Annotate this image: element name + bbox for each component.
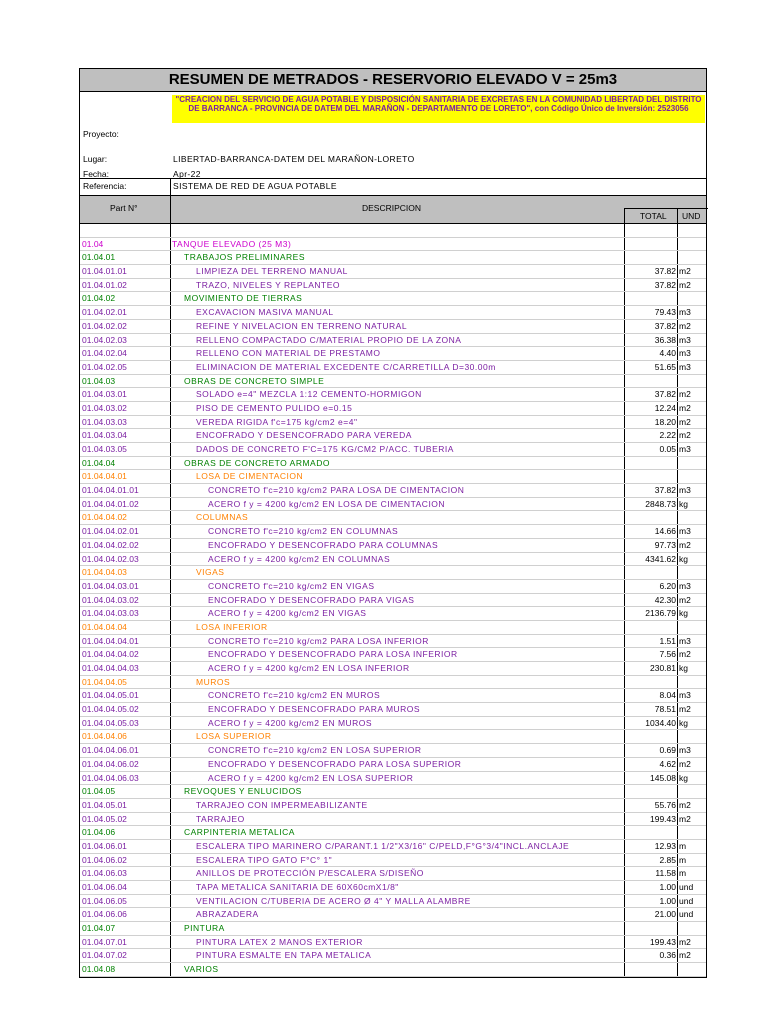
row-code: 01.04.07 [82, 923, 116, 934]
table-row [80, 306, 706, 320]
row-unit: m [679, 868, 687, 879]
row-total: 199.43 [650, 936, 676, 947]
row-description: PINTURA LATEX 2 MANOS EXTERIOR [196, 936, 363, 947]
row-total: 230.81 [650, 663, 676, 673]
row-code: 01.04.06.04 [82, 882, 127, 892]
row-total: 0.36 [659, 950, 676, 961]
table-row [80, 292, 706, 306]
row-total [626, 826, 676, 839]
row-description: ACERO f y = 4200 kg/cm2 EN MUROS [208, 717, 373, 728]
row-code: 01.04.01 [82, 252, 116, 263]
table-row [80, 689, 706, 703]
row-unit [679, 676, 705, 689]
row-description: CONCRETO f'c=210 kg/cm2 EN LOSA SUPERIOR [208, 745, 422, 756]
table-row [80, 772, 706, 786]
row-unit [679, 375, 705, 388]
row-unit: m3 [679, 361, 691, 372]
row-total: 55.76 [654, 799, 676, 810]
table-row [80, 730, 706, 744]
row-description: PINTURA ESMALTE EN TAPA METALICA [196, 950, 372, 961]
header-total: TOTAL [640, 211, 667, 221]
row-code: 01.04.04.05.01 [82, 690, 139, 701]
row-description: ACERO f y = 4200 kg/cm2 EN LOSA DE CIMENTACION [208, 498, 446, 509]
row-unit: und [679, 895, 694, 906]
row-unit: m3 [679, 745, 691, 756]
row-unit: m3 [679, 580, 691, 591]
table-row [80, 375, 706, 389]
table-row [80, 553, 706, 567]
row-description: REVOQUES Y ENLUCIDOS [184, 786, 302, 797]
row-total: 2.22 [659, 430, 676, 441]
table-row [80, 470, 706, 484]
row-total: 78.51 [654, 704, 676, 715]
row-code: 01.04.04.06 [82, 731, 127, 742]
row-code: 01.04.02 [82, 293, 116, 304]
table-row [80, 908, 706, 922]
row-unit [679, 730, 705, 743]
row-code: 01.04.04.04 [82, 621, 127, 632]
row-code: 01.04.01.02 [82, 279, 127, 290]
row-total: 2848.73 [645, 498, 676, 509]
row-total [626, 922, 676, 935]
row-unit: und [679, 882, 694, 892]
row-total: 145.08 [650, 772, 676, 783]
row-total [626, 251, 676, 264]
row-unit [679, 238, 705, 251]
row-description: CARPINTERIA METALICA [184, 827, 295, 838]
header-part: Part N° [110, 203, 138, 213]
row-unit: und [679, 909, 694, 920]
row-total: 4.62 [659, 758, 676, 769]
row-description: ANILLOS DE PROTECCIÓN P/ESCALERA S/DISEÑO [196, 868, 424, 879]
lugar-value: LIBERTAD-BARRANCA-DATEM DEL MARAÑON-LORETO [173, 154, 415, 164]
row-code: 01.04.04.05.03 [82, 717, 139, 728]
row-description: LOSA DE CIMENTACION [196, 471, 304, 482]
metrados-table [80, 224, 706, 977]
row-unit [679, 470, 705, 483]
row-code: 01.04.05.02 [82, 813, 127, 824]
table-row [80, 525, 706, 539]
row-description: ENCOFRADO Y DESENCOFRADO PARA VEREDA [196, 430, 412, 441]
row-unit: m2 [679, 266, 691, 277]
row-code: 01.04.07.01 [82, 936, 127, 947]
row-total: 37.82 [654, 320, 676, 331]
row-unit [679, 566, 705, 579]
row-total: 18.20 [654, 416, 676, 427]
table-row [80, 265, 706, 279]
row-total: 199.43 [650, 813, 676, 824]
table-row [80, 963, 706, 977]
row-code: 01.04.04.02.02 [82, 539, 139, 550]
table-row [80, 443, 706, 457]
row-description: PISO DE CEMENTO PULIDO e=0.15 [196, 402, 353, 413]
row-description: CONCRETO f'c=210 kg/cm2 PARA LOSA DE CIMENTACION [208, 485, 465, 496]
row-description: ESCALERA TIPO MARINERO C/PARANT.1 1/2"X3/16" C/PELD,F°G°3/4"INCL.ANCLAJE [196, 840, 570, 851]
row-code: 01.04.02.01 [82, 307, 127, 318]
proyecto-label: Proyecto: [83, 129, 119, 139]
row-description: VENTILACION C/TUBERIA DE ACERO Ø 4" Y MALLA ALAMBRE [196, 895, 471, 906]
table-row [80, 703, 706, 717]
row-total [626, 785, 676, 798]
row-description: DADOS DE CONCRETO F'C=175 KG/CM2 P/ACC. TUBERIA [196, 444, 454, 454]
row-code: 01.04.04.03 [82, 567, 127, 578]
row-code: 01.04.07.02 [82, 950, 127, 961]
row-description: EXCAVACION MASIVA MANUAL [196, 307, 334, 318]
table-row [80, 881, 706, 895]
row-total: 6.20 [659, 580, 676, 591]
row-unit: m2 [679, 539, 691, 550]
row-unit: m2 [679, 799, 691, 810]
row-total: 37.82 [654, 485, 676, 496]
row-code: 01.04.04.04.02 [82, 649, 139, 660]
row-description: TARRAJEO [196, 813, 245, 824]
row-total: 0.05 [659, 444, 676, 454]
table-row [80, 224, 706, 238]
row-total: 7.56 [659, 649, 676, 660]
row-total [626, 566, 676, 579]
row-description: PINTURA [184, 923, 225, 934]
table-row [80, 334, 706, 348]
metrados-sheet [79, 68, 707, 978]
row-code: 01.04.04.03.02 [82, 594, 139, 605]
row-total: 79.43 [654, 307, 676, 318]
row-code: 01.04.02.02 [82, 320, 127, 331]
row-description: REFINE Y NIVELACION EN TERRENO NATURAL [196, 320, 408, 331]
row-description: TRAZO, NIVELES Y REPLANTEO [196, 279, 341, 290]
row-code: 01.04.04.01.02 [82, 498, 139, 509]
row-code: 01.04.06.01 [82, 840, 127, 851]
row-code: 01.04.06.03 [82, 868, 127, 879]
row-unit: m2 [679, 950, 691, 961]
row-unit [679, 785, 705, 798]
row-unit: m [679, 840, 687, 851]
row-description: MUROS [196, 676, 231, 687]
row-unit [679, 292, 705, 305]
row-unit: m3 [679, 526, 691, 537]
table-row [80, 676, 706, 690]
table-row [80, 238, 706, 252]
row-description: CONCRETO f'c=210 kg/cm2 EN MUROS [208, 690, 381, 701]
table-row [80, 826, 706, 840]
row-code: 01.04.05.01 [82, 799, 127, 810]
row-total [626, 963, 676, 976]
row-code: 01.04.04.01 [82, 471, 127, 482]
row-description: COLUMNAS [196, 512, 249, 523]
row-code: 01.04.04.03.01 [82, 580, 139, 591]
row-description: OBRAS DE CONCRETO SIMPLE [184, 375, 325, 386]
row-description: CONCRETO f'c=210 kg/cm2 EN VIGAS [208, 580, 375, 591]
row-unit: kg [679, 553, 688, 564]
row-description: LOSA INFERIOR [196, 621, 268, 632]
project-info [80, 92, 706, 179]
row-unit: m2 [679, 389, 691, 400]
table-row [80, 347, 706, 361]
row-description: TANQUE ELEVADO (25 M3) [172, 238, 292, 249]
table-row [80, 251, 706, 265]
row-unit: m3 [679, 334, 691, 345]
row-code: 01.04.06.06 [82, 909, 127, 920]
row-description: ENCOFRADO Y DESENCOFRADO PARA VIGAS [208, 594, 415, 605]
row-description: SOLADO e=4" MEZCLA 1:12 CEMENTO-HORMIGON [196, 389, 422, 400]
row-code: 01.04.06.02 [82, 854, 127, 865]
row-description: LOSA SUPERIOR [196, 731, 272, 742]
row-description: ACERO f y = 4200 kg/cm2 EN VIGAS [208, 608, 367, 619]
row-unit: m3 [679, 444, 691, 454]
row-unit: m3 [679, 635, 691, 646]
table-row [80, 895, 706, 909]
sheet-title: RESUMEN DE METRADOS - RESERVORIO ELEVADO V = 25m3 [80, 69, 706, 92]
row-unit [679, 511, 705, 524]
row-total [626, 730, 676, 743]
row-description [172, 224, 624, 237]
row-total [626, 292, 676, 305]
referencia-value: SISTEMA DE RED DE AGUA POTABLE [173, 181, 337, 191]
row-total: 37.82 [654, 389, 676, 400]
row-total: 1.00 [659, 895, 676, 906]
row-description: ENCOFRADO Y DESENCOFRADO PARA LOSA INFERIOR [208, 649, 458, 660]
table-row [80, 580, 706, 594]
table-row [80, 717, 706, 731]
row-unit [679, 457, 705, 470]
row-unit: m2 [679, 649, 691, 660]
row-description: VIGAS [196, 567, 225, 578]
row-description: LIMPIEZA DEL TERRENO MANUAL [196, 266, 348, 277]
table-row [80, 758, 706, 772]
table-row [80, 799, 706, 813]
table-row [80, 320, 706, 334]
row-code: 01.04.03.04 [82, 430, 127, 441]
row-code: 01.04.03.01 [82, 389, 127, 400]
row-description: TARRAJEO CON IMPERMEABILIZANTE [196, 799, 368, 810]
row-total [626, 238, 676, 251]
row-total [626, 621, 676, 634]
row-code: 01.04.04 [82, 457, 116, 468]
row-code: 01.04.04.06.01 [82, 745, 139, 756]
row-description: MOVIMIENTO DE TIERRAS [184, 293, 303, 304]
row-description: RELLENO CON MATERIAL DE PRESTAMO [196, 348, 381, 359]
row-total: 51.65 [654, 361, 676, 372]
row-code: 01.04.03.05 [82, 444, 127, 454]
table-row [80, 566, 706, 580]
table-row [80, 416, 706, 430]
row-total [626, 457, 676, 470]
row-code: 01.04.05 [82, 786, 116, 797]
row-description: TAPA METALICA SANITARIA DE 60X60cmX1/8" [196, 882, 399, 892]
referencia-row [80, 179, 706, 196]
row-unit: m3 [679, 485, 691, 496]
row-description: TRABAJOS PRELIMINARES [184, 252, 306, 263]
row-unit [679, 826, 705, 839]
row-unit: m2 [679, 936, 691, 947]
table-row [80, 388, 706, 402]
row-unit [679, 251, 705, 264]
row-total [626, 470, 676, 483]
row-description: CONCRETO f'c=210 kg/cm2 PARA LOSA INFERIOR [208, 635, 429, 646]
lugar-label: Lugar: [83, 154, 108, 164]
row-description: CONCRETO f'c=210 kg/cm2 EN COLUMNAS [208, 526, 399, 537]
table-header [80, 196, 706, 224]
table-row [80, 539, 706, 553]
fecha-label: Fecha: [83, 169, 109, 179]
row-code: 01.04.02.04 [82, 348, 127, 359]
table-row [80, 662, 706, 676]
row-code: 01.04.03 [82, 375, 116, 386]
header-descripcion: DESCRIPCION [362, 203, 422, 213]
row-total: 21.00 [654, 909, 676, 920]
row-code: 01.04.06 [82, 827, 116, 838]
table-row [80, 621, 706, 635]
row-description: ACERO f y = 4200 kg/cm2 EN COLUMNAS [208, 553, 391, 564]
table-row [80, 635, 706, 649]
table-row [80, 867, 706, 881]
row-total: 12.93 [654, 840, 676, 851]
row-total: 2136.79 [645, 608, 676, 619]
row-unit: m [679, 854, 687, 865]
row-description: ESCALERA TIPO GATO F°C° 1" [196, 854, 333, 865]
row-description: ENCOFRADO Y DESENCOFRADO PARA LOSA SUPERIOR [208, 758, 462, 769]
row-total: 2.85 [659, 854, 676, 865]
table-row [80, 922, 706, 936]
fecha-value: Apr-22 [173, 169, 201, 179]
referencia-label: Referencia: [83, 181, 127, 191]
table-row [80, 498, 706, 512]
row-code: 01.04.06.05 [82, 895, 127, 906]
table-row [80, 744, 706, 758]
row-total: 1.00 [659, 882, 676, 892]
row-total: 37.82 [654, 279, 676, 290]
table-row [80, 813, 706, 827]
row-unit: kg [679, 717, 688, 728]
row-code: 01.04.04.04.01 [82, 635, 139, 646]
row-unit: m2 [679, 279, 691, 290]
row-code: 01.04.04.03.03 [82, 608, 139, 619]
row-code: 01.04.08 [82, 964, 116, 975]
row-unit: kg [679, 608, 688, 619]
table-row [80, 361, 706, 375]
row-code: 01.04.04.04.03 [82, 663, 139, 673]
row-description: OBRAS DE CONCRETO ARMADO [184, 457, 330, 468]
row-code: 01.04.01.01 [82, 266, 127, 277]
row-total: 37.82 [654, 266, 676, 277]
row-code: 01.04.03.02 [82, 402, 127, 413]
row-unit: m3 [679, 690, 691, 701]
table-row [80, 594, 706, 608]
row-code: 01.04 [82, 238, 104, 249]
row-description: VEREDA RIGIDA f'c=175 kg/cm2 e=4" [196, 416, 358, 427]
row-code: 01.04.02.03 [82, 334, 127, 345]
row-description: ENCOFRADO Y DESENCOFRADO PARA COLUMNAS [208, 539, 439, 550]
row-unit: m2 [679, 704, 691, 715]
row-code: 01.04.04.02 [82, 512, 127, 523]
row-unit: m2 [679, 416, 691, 427]
row-unit: m2 [679, 402, 691, 413]
row-total [626, 676, 676, 689]
row-total: 97.73 [654, 539, 676, 550]
row-description: VARIOS [184, 964, 219, 975]
row-description: ACERO f y = 4200 kg/cm2 EN LOSA SUPERIOR [208, 772, 414, 783]
row-description: RELLENO COMPACTADO C/MATERIAL PROPIO DE LA ZONA [196, 334, 462, 345]
row-unit [679, 621, 705, 634]
row-total: 36.38 [654, 334, 676, 345]
table-row [80, 648, 706, 662]
table-row [80, 936, 706, 950]
row-total: 12.24 [654, 402, 676, 413]
table-row [80, 607, 706, 621]
table-row [80, 785, 706, 799]
row-unit: m2 [679, 320, 691, 331]
row-description: ACERO f y = 4200 kg/cm2 EN LOSA INFERIOR [208, 663, 410, 673]
row-unit: kg [679, 498, 688, 509]
row-code: 01.04.04.06.02 [82, 758, 139, 769]
row-code: 01.04.04.01.01 [82, 485, 139, 496]
row-total [626, 375, 676, 388]
row-code: 01.04.03.03 [82, 416, 127, 427]
row-code: 01.04.04.02.01 [82, 526, 139, 537]
row-unit [679, 922, 705, 935]
table-row [80, 402, 706, 416]
row-description: ELIMINACION DE MATERIAL EXCEDENTE C/CARRETILLA D=30.00m [196, 361, 496, 372]
row-total: 4.40 [659, 348, 676, 359]
row-code: 01.04.04.02.03 [82, 553, 139, 564]
row-total: 42.30 [654, 594, 676, 605]
table-row [80, 279, 706, 293]
row-code: 01.04.04.05 [82, 676, 127, 687]
row-code: 01.04.04.05.02 [82, 704, 139, 715]
row-total: 1.51 [659, 635, 676, 646]
row-total [626, 224, 676, 237]
row-unit: kg [679, 663, 688, 673]
table-row [80, 429, 706, 443]
row-description: ABRAZADERA [196, 909, 259, 920]
row-unit: kg [679, 772, 688, 783]
row-unit: m2 [679, 813, 691, 824]
row-unit: m2 [679, 594, 691, 605]
row-description: ENCOFRADO Y DESENCOFRADO PARA MUROS [208, 704, 421, 715]
table-row [80, 854, 706, 868]
row-code: 01.04.02.05 [82, 361, 127, 372]
table-row [80, 840, 706, 854]
row-total: 11.58 [655, 868, 676, 879]
table-row [80, 484, 706, 498]
row-unit: m2 [679, 430, 691, 441]
proyecto-value: "CREACION DEL SERVICIO DE AGUA POTABLE Y DISPOSICIÓN SANITARIA DE EXCRETAS EN LA COMUNIDAD LIBERTAD DEL DISTRITO DE BARRANCA - PROVINCIA DE DATEM DEL MARAÑON - DEPARTAMENTO DE LORETO", con Código Único de Inversión: 2523056 [172, 95, 705, 123]
row-unit: m2 [679, 758, 691, 769]
row-total: 4341.62 [645, 553, 676, 564]
row-total: 14.66 [654, 526, 676, 537]
row-total [626, 511, 676, 524]
table-row [80, 457, 706, 471]
row-unit [679, 963, 705, 976]
table-row [80, 511, 706, 525]
row-total: 8.04 [659, 690, 676, 701]
row-code: 01.04.04.06.03 [82, 772, 139, 783]
row-code [82, 224, 170, 237]
row-total: 1034.40 [645, 717, 676, 728]
row-unit: m3 [679, 348, 691, 359]
table-row [80, 949, 706, 963]
header-und: UND [682, 211, 701, 221]
row-unit: m3 [679, 307, 691, 318]
row-unit [679, 224, 705, 237]
row-total: 0.69 [659, 745, 676, 756]
